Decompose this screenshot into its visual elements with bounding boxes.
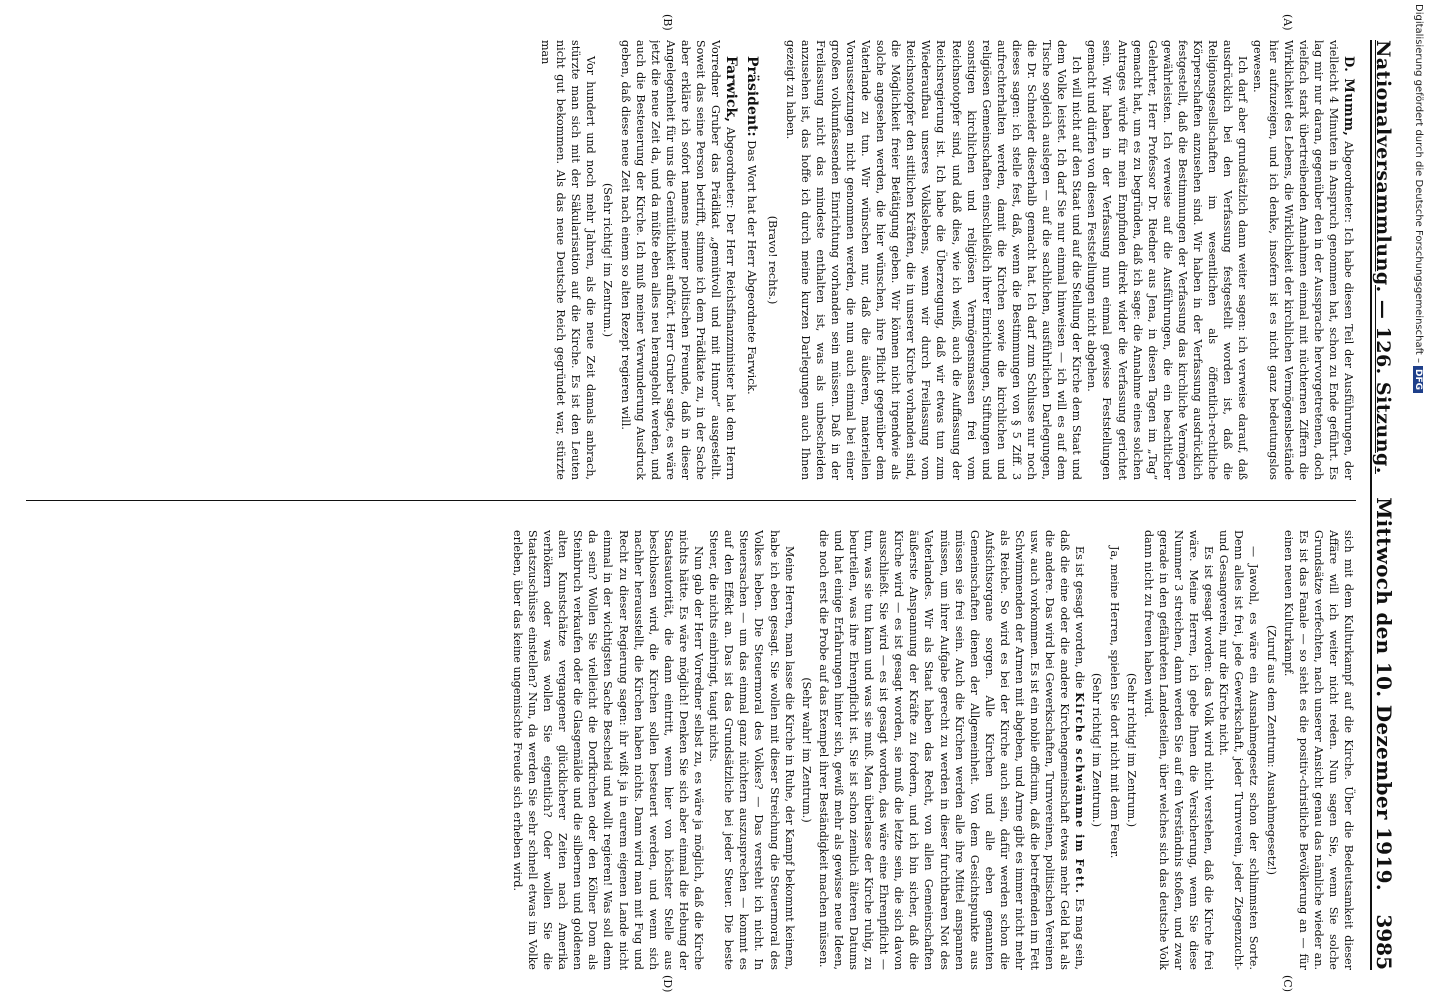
digitization-credit (1413, 4, 1424, 393)
page-number: 3985 (1372, 914, 1396, 970)
paragraph: Vor hundert und noch mehr Jahren, als die neue Zeit damals anbrach, stürzte man sich mit der Säkularisation auf die Kirche. Es ist den Leuten nicht gut bekommen. Als das neue Deutsche Reich gegründet war, stürzte man (539, 40, 598, 480)
paragraph: Es ist gesagt worden: das Volk wird nicht verstehen, daß die Kirche frei wäre. Meine Herren, ich gebe Ihnen die Versicherung, wenn Sie diese Nummer 3 streichen, dann werden Sie auf ein Verständnis stoßen, und zwar gerade in den gefährdeten Landesteilen, über welches sich das deutsche Volk dann nicht zu freuen haben wird. (1141, 530, 1216, 970)
farwick-text: Abgeordneter: Der Herr Reichsfinanzminister hat dem Herrn Vorredner Gruber das Prädikat „gemütvoll und mit Humor“ ausgestellt. Soweit das seine Person betrifft, stimme ich dem Prädikate zu, in der Sache aber erkläre ich sofort namens meiner politischen Freunde, daß in dieser Angelegenheit für uns die Gemütlichkeit aufhört. Herr Gruber sagte, es wäre jetzt die neue Zeit da, und da müßte eben alles neu herangeholt werden, und auch die Besteuerung der Kirche. Ich muß meiner Verwunderung Ausdruck geben, daß diese neue Zeit nach einem so alten Rezept regieren will. (618, 40, 738, 480)
paragraph: Ja, meine Herren, spielen Sie dort nicht mit dem Feuer. (1107, 546, 1121, 859)
paragraph-rest: Es mag sein, daß die eine oder die andere Kirchengemeinschaft etwas mehr Geld hat als die andere. Das wird bei Gewerkschaften, Turnvereinen, politischen Vereinen usw. auch vorkommen. Es ist ein nobile officium, daß die betreffenden im Fett Schwimmenden der Armen mit abgeben, und Arme gibt es immer nicht mehr als Reiche. So wird es bei der Kirche auch sein, dafür werden schon die Aufsichtsorgane sorgen. Alle Kirchen und alle eben genannten Gemeinschaften dienen der Allgemeinheit. Von dem Gesichtspunkte aus müssen sie frei sein. Auch die Kirchen werden alle ihre Mittel anspannen müssen, um ihrer Aufgabe gerecht zu werden in dieser furchtbaren Not des Vaterlandes. Wir als Staat haben das Recht, von allen Gemeinschaften äußerste Anspannung der Kräfte zu fordern, und ich bin sicher, daß die Kirche wird — es ist gesagt worden, sie muß die letzte sein, die sich davon ausschließt. Sie wird — es ist gesagt worden, das wäre eine Ehrenpflicht — tun, was sie tun kann und was sie muß. Man überlasse der Kirche ruhig, zu beurteilen, was ihre Ehrenpflicht ist. Sie ist schon ziemlich älteren Datums und hat einige Erfahrungen hinter sich, gewiß mehr als gewisse neue Ideen, die noch erst die Probe auf das Exempel ihrer Beständigkeit machen müssen. (816, 530, 1087, 970)
page-header (1370, 40, 1416, 970)
margin-marker-a: (A) (1281, 14, 1294, 31)
president-text: Das Wort hat der Herr Abgeordnete Farwick. (745, 140, 759, 395)
margin-marker-b: (B) (661, 14, 674, 31)
paragraph: Meine Herren, man lasse die Kirche in Ruhe, der Kampf bekommt keinem, habe ich eben gesagt. Sie wollen mit dieser Streichung die Steuermoral des Volkes heben. Die Steuermoral des Volkes? — Das versteht ich nicht. In Steuersachen — um das einmal ganz nüchtern auszusprechen — kommt es auf den Effekt an. Das ist das Grundsätzliche bei jeder Steuer. Die beste Steuer, die nichts einbringt, taugt nichts. (707, 530, 796, 970)
president-paragraph (744, 40, 759, 480)
interjection: (Sehr richtig! im Zentrum.) (601, 182, 615, 338)
right-column (26, 530, 1356, 970)
paragraph-start: Es ist gesagt worden, die (1073, 546, 1087, 689)
interjection: (Zuruf aus dem Zentrum: Ausnahmegesetz!) (1264, 625, 1278, 875)
mumm-paragraph (1250, 40, 1356, 480)
speaker-name-mumm: D. Mumm, (1341, 56, 1356, 137)
interjection: (Sehr wahr! im Zentrum.) (799, 677, 813, 823)
speaker-name-farwick: Farwick, (723, 56, 740, 123)
margin-marker-c: (C) (1281, 975, 1294, 992)
paragraph: — Jawohl, es wäre ein Ausnahmegesetz schon der schlimmsten Sorte. Denn alles ist frei, jede Gewerkschaft, jeder Turnverein, jeder Ziegenzucht- und Gesangverein, nur die Kirche nicht. (1217, 530, 1261, 970)
paragraph: Nun gab der Herr Vorredner selbst zu, es wäre ja möglich, daß die Kirche nichts hätte. Es wäre möglich! Denken Sie sich aber einmal die Hebung der Staatsautorität, die dann eintritt, wenn hier von höchster Stelle aus beschlossen wird, die Kirchen sollen besteuert werden, und wenn sich nachher herausstellt, die Kirchen haben nichts. Dann wird man mit Fug und Recht zu dieser Regierung sagen: ihr wißt ja in eurem eigenen Lande nicht einmal in der wichtigsten Sache Bescheid und wollt regieren! Was soll denn da sein? Wollen Sie vielleicht die Dorfkirchen oder den Kölner Dom als Steinbruch verkaufen oder die Glasgemälde und die silbernen und goldenen alten Kunstschätze vergangener glücklicherer Zeiten nach Amerika verhökern oder was wollen Sie eigentlich? Oder wollen Sie die Staatszuschüsse einstellen? Nun, da werden Sie sehr schnell etwas im Volke erleben, über das keine ungemischte Freude sich erheben wird. (510, 530, 706, 970)
applause-note: (Bravo! rechts.) (766, 215, 780, 305)
credit-text: Digitalisierung gefördert durch die Deutsche Forschungsgemeinschaft – (1413, 4, 1424, 364)
paragraph: Ich will nicht auf den Staat und auf die Stellung der Kirche dem Staat und dem Volke leistet. Ich darf Sie nur einmal hinweisen — ich will es auf dem Tische sogleich auslegen — auf die sachlichen, ausführlichen Darlegungen, die Dr. Schneider dieserhalb gemacht hat. Ich darf zum Schlusse nur noch dieses sagen: ich stelle fest, daß, wenn die Bestimmungen von § 5 Ziff. 3 aufrechterhalten werden, damit die Kirchen sowie die kirchlichen und religiösen Gemeinschaften einschließlich ihrer Einrichtungen, Stiftungen und sonstigen kirchlichen und religiösen Vermögensmassen frei vom Reichsnotopfer sind, und daß dies, wie ich weiß, auch die Auffassung der Reichsregierung ist. Ich habe die Überzeugung, daß wir etwas tun zum Wiederaufbau unseres Volkslebens, wenn wir durch Freilassung vom Reichsnotopfer den sittlichen Kräften, die in unserer Kirche vorhanden sind, die Möglichkeit freier Betätigung geben. Wir können nicht irgendwie als solche angesehen werden, die hier wünschen, ihre Pflicht gegenüber dem Vaterlande zu tun. Wir wünschen nur, daß die äußeren, materiellen Voraussetzungen nicht genommen werden, die nun auch einmal bei einer großen volkumfassenden Einrichtung vorhanden sein müssen. Daß in der Freilassung nicht das mindeste enthalten ist, was als unbescheiden anzusehen ist, das hoffe ich durch meine kurzen Darlegungen auch Ihnen gezeigt zu haben. (783, 40, 1084, 480)
header-publication: Nationalversammlung. — 126. Sitzung. (1372, 40, 1394, 474)
margin-marker-d: (D) (661, 975, 674, 993)
church-paragraph (816, 530, 1088, 970)
interjection: (Sehr richtig! im Zentrum.) (1124, 672, 1138, 828)
paragraph: sich mit dem Kulturkampf auf die Kirche. Über die Bedeutsamkeit dieser Affäre will ich weiter nicht reden. Nun sagen Sie, wenn Sie solche Grundsätze verfechten, nach unserer Ansicht genau das nämliche wieder an. Es ist das Fanale — so sieht es die positiv-christliche Bevölkerung an — für einen neuen Kulturkampf. (1281, 530, 1355, 970)
header-date: Mittwoch den 10. Dezember 1919. (1372, 497, 1396, 892)
farwick-paragraph (618, 40, 739, 480)
dfg-logo: DFG (1413, 366, 1423, 393)
column-divider (26, 500, 1356, 501)
interjection: (Sehr richtig! im Zentrum.) (1090, 672, 1104, 828)
emphasized-phrase: Kirche schwämme im Fett. (1073, 692, 1087, 895)
speaker-name-president: Präsident: (744, 56, 761, 137)
mumm-text: Abgeordneter: Ich habe diesen Teil der Ausführungen, der vielleicht 4 Minuten in Anspruch genommen hat, schon zu Ende geführt. Es lag mir nur daran, gegenüber den in der Aussprache hervorgetretenen, doch vielfach stark übertreibenden Annahmen einmal mit nüchternen Ziffern die Wirklichkeit des Lebens, die Wirklichkeit der kirchlichen Vermögensbestände hier aufzuzeigen, und ich denke, insofern ist es nicht ganz bedeutungslos gewesen. (1251, 40, 1355, 480)
paragraph: Ich darf aber grundsätzlich dann weiter sagen: ich verweise darauf, daß ausdrücklich bei den Verfassung festgestellt worden ist, daß die Religionsgesellschaften im wesentlichen als öffentlich-rechtliche Körperschaften anzusehen sind. Wir haben in der Verfassung ausdrücklich festgestellt, daß die Bestimmungen der Verfassung das kirchliche Vermögen gewährleisten. Ich verweise auf die Ausführungen, die ein beachtlicher Gelehrter, Herr Professor Dr. Riedner aus Jena, in diesen Tagen im „Tag“ gemacht hat, um es zu begründen, daß ich sage: die Annahme eines solchen Antrages würde für mein Empfinden direkt wider die Verfassung gerichtet sein. Wir haben in der Verfassung nun einmal gewisse Feststellungen gemacht und dürfen von diesen Feststellungen nicht abgehen. (1085, 40, 1250, 480)
left-column (26, 40, 1356, 480)
